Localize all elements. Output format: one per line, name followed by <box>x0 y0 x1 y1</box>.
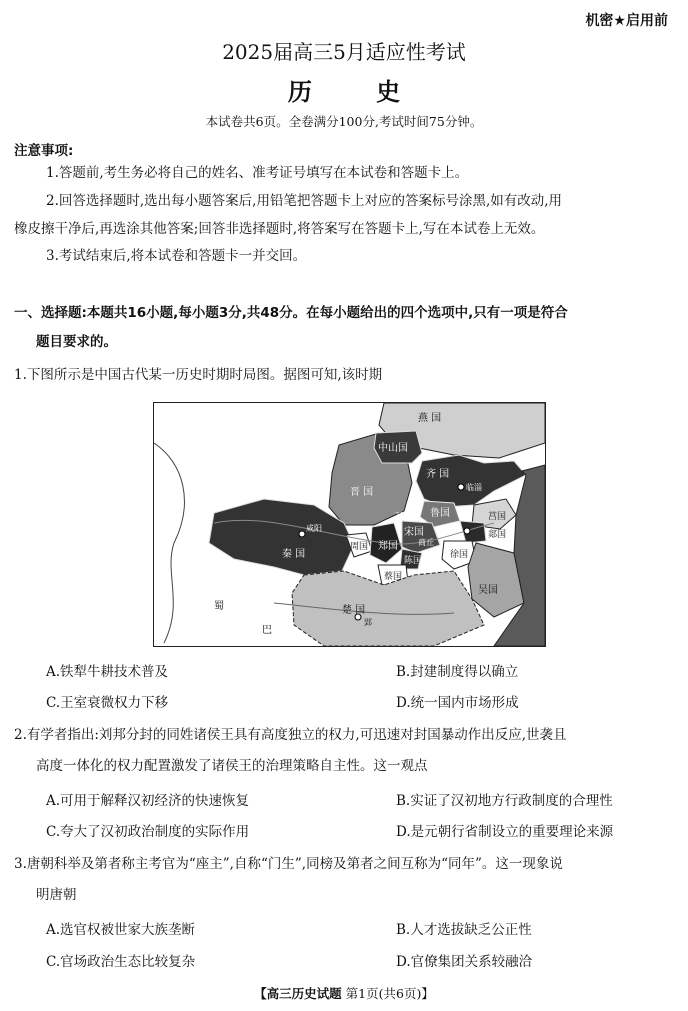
label-wei: 卫国 <box>394 512 413 522</box>
label-chu: 楚 国 <box>342 605 366 616</box>
capital-tan-icon <box>464 528 470 534</box>
subject-title: 历 史 <box>287 77 429 106</box>
label-shangqiu: 商丘 <box>418 538 434 547</box>
notes-heading: 注意事项: <box>14 143 74 159</box>
exam-title: 2025届高三5月适应性考试 <box>222 40 466 64</box>
q2-option-a: A.可用于解释汉初经济的快速恢复 <box>46 793 250 809</box>
label-qi: 齐 国 <box>426 469 450 480</box>
q1-option-b: B.封建制度得以确立 <box>396 664 519 680</box>
confidential-mark: 机密★启用前 <box>585 13 668 29</box>
label-shu: 蜀 <box>214 601 224 612</box>
label-zheng: 郑国 <box>378 541 398 552</box>
label-yan: 燕 国 <box>418 413 442 424</box>
q2-option-d: D.是元朝行省制设立的重要理论来源 <box>396 824 614 840</box>
question-3-stem: 3.唐朝科举及第者称主考官为“座主”,自称“门生”,同榜及第者之间互称为“同年”。这一现象说 <box>14 856 563 872</box>
label-zhongshan: 中山国 <box>378 443 408 454</box>
note-item: 3.考试结束后,将本试卷和答题卡一并交回。 <box>46 248 307 264</box>
q3-option-c: C.官场政治生态比较复杂 <box>46 954 196 970</box>
question-3-stem-cont: 明唐朝 <box>36 887 77 903</box>
label-wu: 吴国 <box>478 585 498 596</box>
label-ju: 莒国 <box>488 512 507 522</box>
note-item: 橡皮擦干净后,再选涂其他答案;回答非选择题时,将答案写在答题卡上,写在本试卷上无效。 <box>14 221 545 237</box>
q1-option-c: C.王室衰微权力下移 <box>46 695 169 711</box>
q2-option-c: C.夸大了汉初政治制度的实际作用 <box>46 824 250 840</box>
label-xu: 徐国 <box>450 550 469 560</box>
q1-option-d: D.统一国内市场形成 <box>396 695 519 711</box>
footer-page: 第1页(共6页)】 <box>345 986 434 1001</box>
label-xianyang: 咸阳 <box>306 524 322 533</box>
capital-linzi-icon <box>458 484 464 490</box>
question-2-stem-cont: 高度一体化的权力配置激发了诸侯王的治理策略自主性。这一观点 <box>36 758 428 774</box>
question-2-stem: 2.有学者指出:刘邦分封的同姓诸侯王具有高度独立的权力,可迅速对封国暴动作出反应,世袭且 <box>14 727 567 743</box>
label-chen: 陈国 <box>404 556 423 566</box>
label-cai: 蔡国 <box>384 572 403 582</box>
note-item: 2.回答选择题时,选出每小题答案后,用铅笔把答题卡上对应的答案标号涂黑,如有改动,用 <box>46 193 563 209</box>
label-ying: 郢 <box>364 618 372 627</box>
section-heading: 一、选择题:本题共16小题,每小题3分,共48分。在每小题给出的四个选项中,只有一项是符合 <box>14 305 568 321</box>
q3-option-d: D.官僚集团关系较融洽 <box>396 954 533 970</box>
capital-xianyang-icon <box>299 531 305 537</box>
footer-label: 【高三历史试题 <box>254 986 342 1001</box>
page-footer <box>0 984 688 1002</box>
label-lu: 鲁国 <box>430 508 450 519</box>
label-jin: 晋 国 <box>350 487 374 498</box>
exam-info: 本试卷共6页。全卷满分100分,考试时间75分钟。 <box>205 114 483 129</box>
label-ba: 巴 <box>262 625 272 636</box>
section-heading-cont: 题目要求的。 <box>36 334 117 350</box>
question-1-stem: 1.下图所示是中国古代某一历史时期时局图。据图可知,该时期 <box>14 367 383 383</box>
q2-option-b: B.实证了汉初地方行政制度的合理性 <box>396 793 613 809</box>
historical-map <box>153 402 546 647</box>
q1-option-a: A.铁犁牛耕技术普及 <box>46 664 169 680</box>
label-linzi: 临淄 <box>466 483 482 492</box>
label-zhou: 周国 <box>350 542 369 552</box>
q3-option-a: A.选官权被世家大族垄断 <box>46 922 196 938</box>
q3-option-b: B.人才选拔缺乏公正性 <box>396 922 532 938</box>
label-tan: 郯国 <box>488 530 507 540</box>
label-qin: 秦 国 <box>282 549 306 560</box>
note-item: 1.答题前,考生务必将自己的姓名、准考证号填写在本试卷和答题卡上。 <box>46 165 469 181</box>
label-song: 宋国 <box>404 527 424 538</box>
